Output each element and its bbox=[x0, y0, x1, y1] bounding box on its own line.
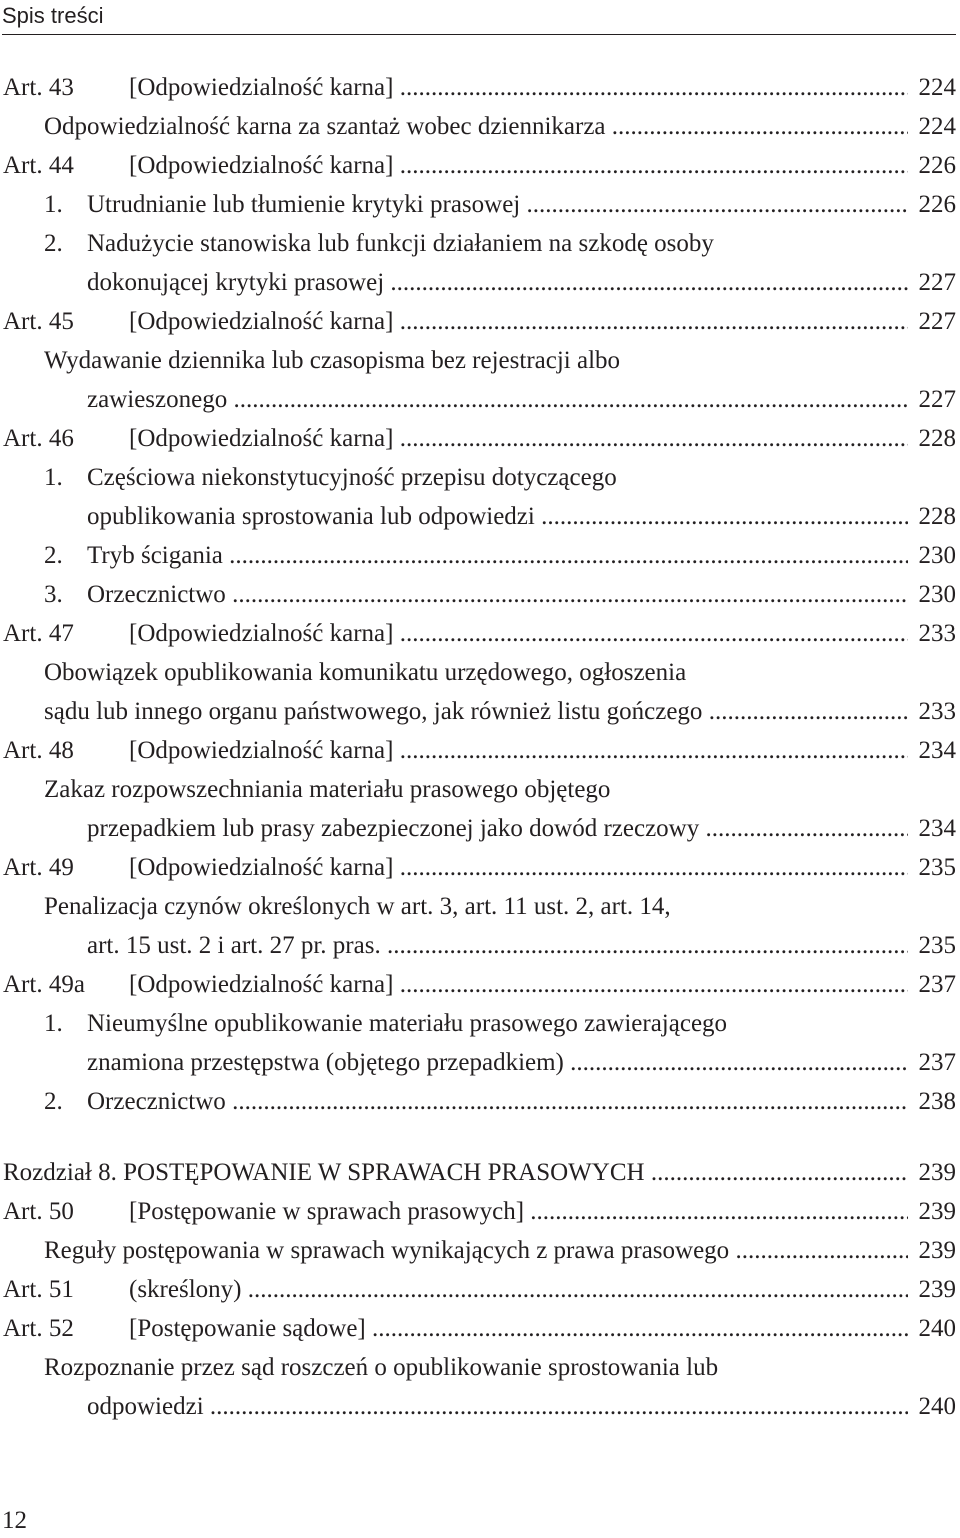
toc-entry-page: 240 bbox=[918, 1315, 956, 1342]
toc-entry-title: opublikowania sprostowania lub odpowiedzi ..... bbox=[87, 497, 908, 536]
toc-entry-page: 234 bbox=[918, 815, 956, 842]
toc-entry[interactable] bbox=[0, 614, 956, 653]
toc-entry-title: Zakaz rozpowszechniania materiału prasowego objętego bbox=[44, 776, 611, 803]
toc-entry-title: Nieumyślne opublikowanie materiału prasowego zawierającego bbox=[87, 1010, 728, 1037]
toc-entry-page: 226 bbox=[918, 152, 956, 179]
toc-entry[interactable] bbox=[0, 575, 956, 614]
toc-entry-page: 227 bbox=[918, 386, 956, 413]
toc-entry-number: 1. bbox=[44, 1010, 63, 1037]
toc-entry[interactable] bbox=[0, 965, 956, 1004]
toc-entry-title: Utrudnianie lub tłumienie krytyki prasowej ..... bbox=[87, 185, 908, 224]
toc-entry-number: 2. bbox=[44, 1088, 63, 1115]
toc-entry[interactable] bbox=[0, 224, 956, 263]
toc-entry[interactable] bbox=[0, 146, 956, 185]
toc-entry-number: 3. bbox=[44, 581, 63, 608]
toc-entry-title: [Odpowiedzialność karna] ..... bbox=[129, 146, 908, 185]
toc-entry[interactable] bbox=[0, 185, 956, 224]
toc-entry-title: [Postępowanie w sprawach prasowych] ..... bbox=[129, 1192, 908, 1231]
toc-entry-number: 2. bbox=[44, 230, 63, 257]
toc-entry[interactable] bbox=[0, 887, 956, 926]
toc-entry-title: [Odpowiedzialność karna] ..... bbox=[129, 419, 908, 458]
toc-entry-page: 235 bbox=[918, 854, 956, 881]
toc-entry[interactable] bbox=[0, 1270, 956, 1309]
toc-entry-title: Tryb ścigania ..... bbox=[87, 536, 908, 575]
toc-entry-title: [Odpowiedzialność karna] ..... bbox=[129, 302, 908, 341]
toc-entry-page: 224 bbox=[918, 113, 956, 140]
toc-entry-title: Częściowa niekonstytucyjność przepisu dotyczącego bbox=[87, 464, 617, 491]
toc-entry-title: dokonującej krytyki prasowej ..... bbox=[87, 263, 908, 302]
toc-entry[interactable] bbox=[0, 1004, 956, 1043]
toc-entry[interactable] bbox=[0, 1231, 956, 1270]
toc-entry-title: Odpowiedzialność karna za szantaż wobec dziennikarza ..... bbox=[44, 107, 908, 146]
toc-entry-page: 237 bbox=[918, 971, 956, 998]
toc-entry[interactable] bbox=[0, 380, 956, 419]
toc-entry-page: 227 bbox=[918, 269, 956, 296]
toc-entry-title: [Odpowiedzialność karna] ..... bbox=[129, 965, 908, 1004]
toc-entry-title: przepadkiem lub prasy zabezpieczonej jako dowód rzeczowy ..... bbox=[87, 809, 908, 848]
toc-entry-title: Nadużycie stanowiska lub funkcji działaniem na szkodę osoby bbox=[87, 230, 714, 257]
toc-entry[interactable] bbox=[0, 692, 956, 731]
toc-entry[interactable] bbox=[0, 926, 956, 965]
toc-entry-title: Rozpoznanie przez sąd roszczeń o opublikowanie sprostowania lub bbox=[44, 1354, 719, 1381]
toc-entry-title: [Odpowiedzialność karna] ..... bbox=[129, 614, 908, 653]
toc-entry-title: [Odpowiedzialność karna] ..... bbox=[129, 68, 908, 107]
toc-entry-page: 227 bbox=[918, 308, 956, 335]
toc-entry-page: 239 bbox=[918, 1198, 956, 1225]
toc-entry-number: Art. 52 bbox=[3, 1315, 74, 1342]
toc-entry[interactable] bbox=[0, 1043, 956, 1082]
toc-entry-title: zawieszonego ..... bbox=[87, 380, 908, 419]
toc-entry-number: Art. 43 bbox=[3, 74, 74, 101]
toc-entry-title: odpowiedzi ..... bbox=[87, 1387, 908, 1426]
toc-entry-title: (skreślony) ..... bbox=[129, 1270, 908, 1309]
toc-entry-page: 230 bbox=[918, 581, 956, 608]
toc-entry[interactable] bbox=[0, 770, 956, 809]
toc-entry-title: znamiona przestępstwa (objętego przepadkiem) ..... bbox=[87, 1043, 908, 1082]
header-title: Spis treści bbox=[2, 3, 104, 28]
toc-entry[interactable] bbox=[0, 1082, 956, 1121]
toc-entry-number: Art. 51 bbox=[3, 1276, 74, 1303]
toc-entry-page: 224 bbox=[918, 74, 956, 101]
toc-entry[interactable] bbox=[0, 1309, 956, 1348]
toc-entry-title: Rozdział 8. POSTĘPOWANIE W SPRAWACH PRASOWYCH ..... bbox=[3, 1153, 908, 1192]
toc-entry-title: Orzecznictwo ..... bbox=[87, 1082, 908, 1121]
toc-entry-title: sądu lub innego organu państwowego, jak również listu gończego ..... bbox=[44, 692, 908, 731]
toc-entry[interactable] bbox=[0, 1153, 956, 1192]
toc-entry[interactable] bbox=[0, 302, 956, 341]
toc-entry-number: Art. 49 bbox=[3, 854, 74, 881]
toc-entry-number: Art. 48 bbox=[3, 737, 74, 764]
toc-entry-title: Penalizacja czynów określonych w art. 3, art. 11 ust. 2, art. 14, bbox=[44, 893, 671, 920]
toc-entry-number: Art. 50 bbox=[3, 1198, 74, 1225]
toc-entry-title: Obowiązek opublikowania komunikatu urzędowego, ogłoszenia bbox=[44, 659, 687, 686]
toc-entry-number: 1. bbox=[44, 191, 63, 218]
toc-entry-page: 239 bbox=[918, 1237, 956, 1264]
toc-entry-title: [Postępowanie sądowe] ..... bbox=[129, 1309, 908, 1348]
toc-entry-page: 233 bbox=[918, 620, 956, 647]
toc-entry[interactable] bbox=[0, 419, 956, 458]
toc-entry-page: 230 bbox=[918, 542, 956, 569]
toc-entry-page: 228 bbox=[918, 425, 956, 452]
toc-entry-page: 226 bbox=[918, 191, 956, 218]
toc-entry-number: 2. bbox=[44, 542, 63, 569]
toc-entry-title: [Odpowiedzialność karna] ..... bbox=[129, 848, 908, 887]
toc-entry[interactable] bbox=[0, 263, 956, 302]
toc-entry[interactable] bbox=[0, 68, 956, 107]
toc-entry-page: 235 bbox=[918, 932, 956, 959]
toc-entry-page: 234 bbox=[918, 737, 956, 764]
toc-entry-number: Art. 46 bbox=[3, 425, 74, 452]
toc-entry-number: Art. 49a bbox=[3, 971, 85, 998]
toc-entry-page: 233 bbox=[918, 698, 956, 725]
toc-entry-number: Art. 44 bbox=[3, 152, 74, 179]
toc-entry-page: 239 bbox=[918, 1159, 956, 1186]
page-number: 12 bbox=[2, 1507, 27, 1534]
toc-entry[interactable] bbox=[0, 1348, 956, 1387]
toc-entry[interactable] bbox=[0, 809, 956, 848]
toc-entry-title: [Odpowiedzialność karna] ..... bbox=[129, 731, 908, 770]
toc-entry-page: 237 bbox=[918, 1049, 956, 1076]
toc-entry-title: art. 15 ust. 2 i art. 27 pr. pras. ..... bbox=[87, 926, 908, 965]
toc-entry-number: Art. 45 bbox=[3, 308, 74, 335]
toc-entry-number: 1. bbox=[44, 464, 63, 491]
toc-entry-page: 240 bbox=[918, 1393, 956, 1420]
toc-entry-page: 239 bbox=[918, 1276, 956, 1303]
toc-entry[interactable] bbox=[0, 497, 956, 536]
toc-entry-title: Reguły postępowania w sprawach wynikających z prawa prasowego ..... bbox=[44, 1231, 908, 1270]
toc-entry[interactable] bbox=[0, 731, 956, 770]
toc-entry-number: Art. 47 bbox=[3, 620, 74, 647]
toc-entry[interactable] bbox=[0, 458, 956, 497]
toc-entry[interactable] bbox=[0, 341, 956, 380]
toc-entry[interactable] bbox=[0, 848, 956, 887]
toc-entry-page: 228 bbox=[918, 503, 956, 530]
toc-entry-title: Wydawanie dziennika lub czasopisma bez rejestracji albo bbox=[44, 347, 621, 374]
toc-entry-title: Orzecznictwo ..... bbox=[87, 575, 908, 614]
toc-entry[interactable] bbox=[0, 653, 956, 692]
toc-entry[interactable] bbox=[0, 536, 956, 575]
toc-entry[interactable] bbox=[0, 1387, 956, 1426]
toc-entry[interactable] bbox=[0, 1192, 956, 1231]
toc-entry[interactable] bbox=[0, 107, 956, 146]
toc-entry-page: 238 bbox=[918, 1088, 956, 1115]
